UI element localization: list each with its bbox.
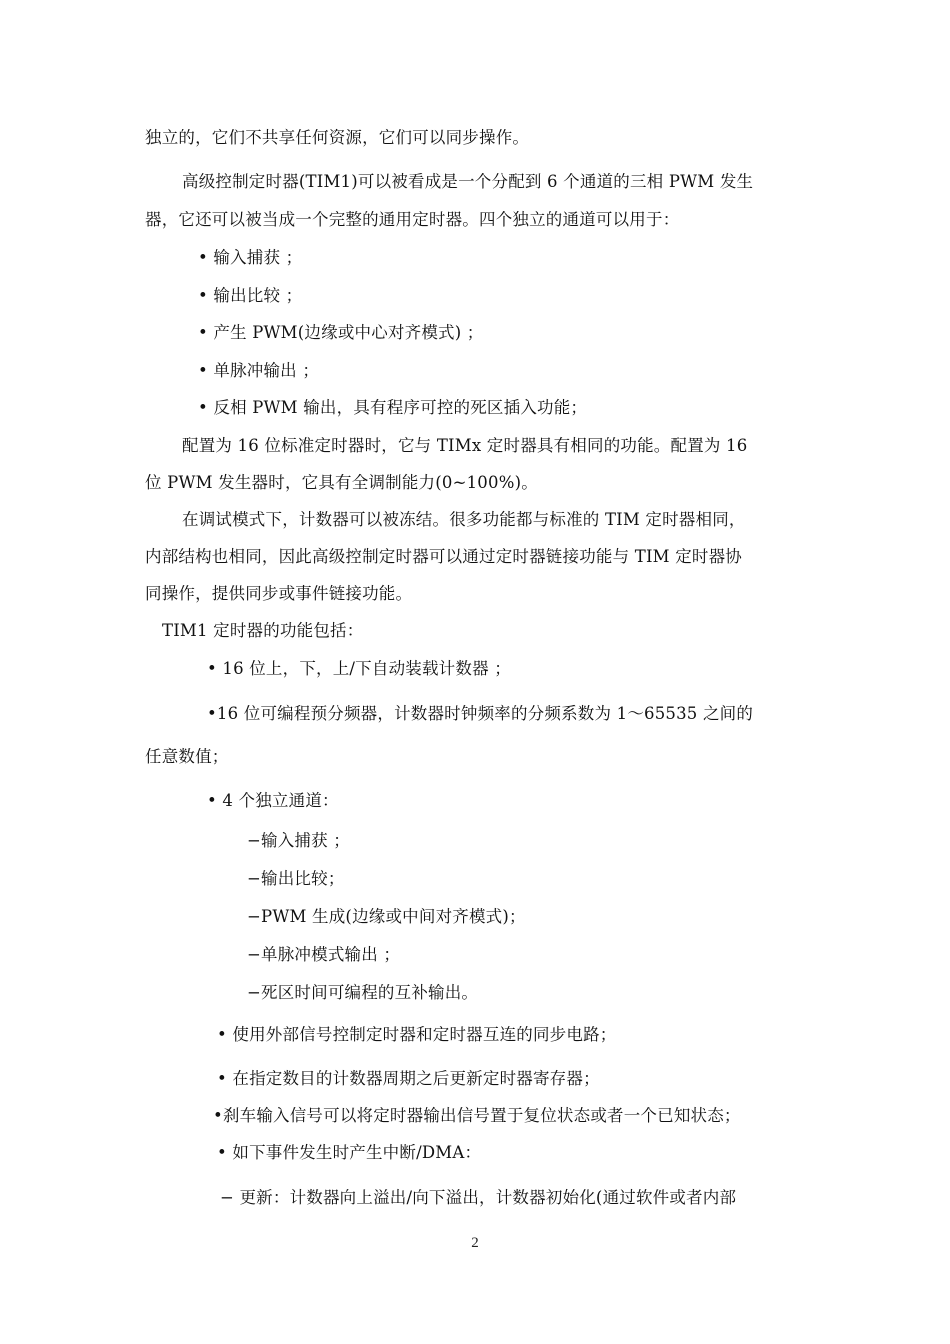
paragraph-line: 高级控制定时器(TIM1)可以被看成是一个分配到 6 个通道的三相 PWM 发生	[182, 172, 754, 191]
page-number: 2	[471, 1235, 479, 1251]
bullet-item: • 单脉冲输出 ；	[198, 361, 320, 380]
bullet-item: • 产生 PWM(边缘或中心对齐模式) ；	[198, 323, 484, 342]
sub-item: −单脉冲模式输出 ；	[247, 945, 401, 964]
paragraph-line: 位 PWM 发生器时，它具有全调制能力(0~100%)。	[145, 473, 538, 492]
sub-item: −死区时间可编程的互补输出。	[247, 983, 479, 1002]
bullet-item: •16 位可编程预分频器，计数器时钟频率的分频系数为 1～65535 之间的	[207, 704, 754, 723]
bullet-item: • 反相 PWM 输出，具有程序可控的死区插入功能；	[198, 398, 588, 417]
paragraph-line: 任意数值；	[145, 747, 229, 766]
paragraph-line: 配置为 16 位标准定时器时，它与 TIMx 定时器具有相同的功能。配置为 16	[182, 436, 748, 455]
sub-item: − 更新：计数器向上溢出/向下溢出，计数器初始化(通过软件或者内部	[220, 1188, 737, 1207]
bullet-item: • 4 个独立通道：	[207, 791, 339, 810]
bullet-item: • 16 位上，下，上/下自动装载计数器 ；	[207, 659, 511, 678]
paragraph-line: 同操作，提供同步或事件链接功能。	[145, 584, 413, 603]
bullet-item: • 如下事件发生时产生中断/DMA：	[217, 1143, 482, 1162]
sub-item: −PWM 生成(边缘或中间对齐模式)；	[247, 907, 526, 926]
bullet-item: • 使用外部信号控制定时器和定时器互连的同步电路；	[217, 1025, 617, 1044]
bullet-item: • 输出比较 ；	[198, 286, 303, 305]
sub-item: −输出比较；	[247, 869, 345, 888]
section-heading: TIM1 定时器的功能包括：	[162, 621, 364, 640]
paragraph-line: 独立的，它们不共享任何资源，它们可以同步操作。	[145, 128, 530, 147]
paragraph-line: 内部结构也相同，因此高级控制定时器可以通过定时器链接功能与 TIM 定时器协	[145, 547, 743, 566]
bullet-item: • 输入捕获 ；	[198, 248, 303, 267]
sub-item: −输入捕获 ；	[247, 831, 350, 850]
paragraph-line: 在调试模式下，计数器可以被冻结。很多功能都与标准的 TIM 定时器相同，	[182, 510, 746, 529]
bullet-item: •刹车输入信号可以将定时器输出信号置于复位状态或者一个已知状态；	[213, 1106, 741, 1125]
paragraph-line: 器，它还可以被当成一个完整的通用定时器。四个独立的通道可以用于：	[145, 210, 680, 229]
bullet-item: • 在指定数目的计数器周期之后更新定时器寄存器；	[217, 1069, 600, 1088]
